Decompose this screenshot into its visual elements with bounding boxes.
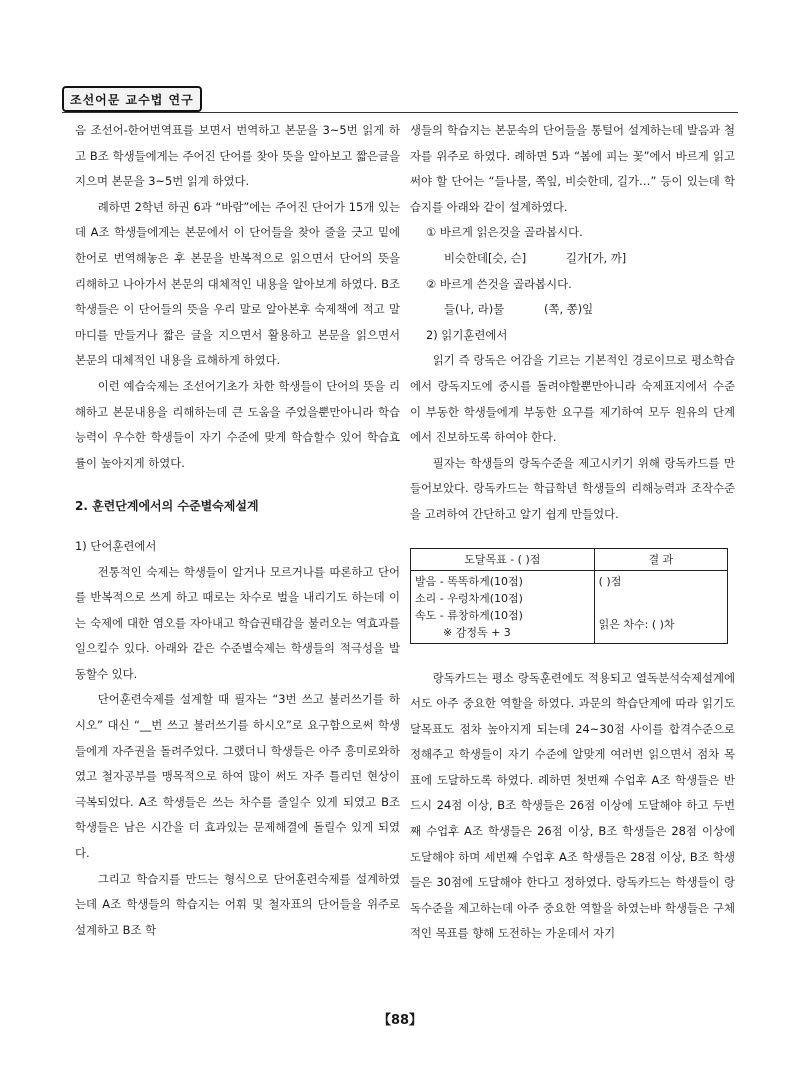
section-heading: 2. 훈련단계에서의 수준별숙제설계	[75, 499, 259, 514]
page-number: 【88】	[377, 1013, 423, 1028]
criteria-item: 소리 - 우렁차게(10점)	[415, 591, 523, 605]
header-rule	[62, 112, 738, 113]
criteria-item: 속도 - 류창하게(10점)	[415, 608, 523, 622]
paragraph: 랑독카드는 평소 랑독훈련에도 적용되고 열독분석숙제설계에서도 아주 중요한 역할을 하였다. 과문의 학습단계에 따라 읽기도달목표도 점차 높아지게 되는데 24~30점 사이를 합격수준으로 정해주고 학생들이 자기 수준에 알맞게 여러번 읽으면서 점차 목표에 도달하도록 하였다. 례하면 첫번째 수업후 A조 학생들은 반드시 24점 이상, B조 학생들은 26점 이상에 도달해야 하고 두번째 수업후 A조 학생들은 26점 이상, B조 학생들은 28점 이상에 도달해야 하며 세번째 수업후 A조 학생들은 28점 이상, B조 학생들은 30점에 도달해야 한다고 정하였다. 랑독카드는 학생들이 랑독수준을 제고하는데 아주 중요한 역할을 하였는바 학생들은 구체적인 목표를 향해 도전하는 가운데서 자기	[410, 670, 735, 941]
table-cell-result	[594, 570, 727, 643]
paragraph: 읽기 즉 랑독은 어감을 기르는 기본적인 경로이므로 평소학습에서 랑독지도에 중시를 돌려야할뿐만아니라 숙제표지에서 수준이 부동한 학생들에게 부동한 요구를 제기하여 모두 원유의 단계에서 진보하도록 하여야 한다.	[410, 353, 735, 445]
example-word: 길가[가, 까]	[566, 250, 627, 265]
paragraph: 음 조선어-한어번역표를 보면서 번역하고 본문을 3~5번 읽게 하고 B조 학생들에게는 주어진 단어를 찾아 뜻을 알아보고 짧은글을 지으며 본문을 3~5번 읽게 하였다.	[75, 123, 400, 189]
example-word: 들(나, 라)물	[444, 302, 505, 317]
paragraph: 전통적인 숙제는 학생들이 알거나 모르거나를 따론하고 단어를 반복적으로 쓰게 하고 때로는 차수로 벌을 내리기도 하는데 이는 숙제에 대한 염오를 자아내고 학습권태감을 불러오는 역효과를 일으킬수 있다. 아래와 같은 수준별숙제는 학생들의 적극성을 발동할수 있다.	[75, 564, 400, 681]
right-column	[410, 118, 735, 947]
table-header: 결 과	[594, 548, 727, 570]
table-header: 도달목표 - ( )점	[411, 548, 595, 570]
example-word: (쪽, 쫑)잎	[544, 302, 594, 317]
reading-card-table	[410, 548, 728, 644]
paragraph: 그리고 학습지를 만드는 형식으로 단어훈련숙제를 설계하였는데 A조 학생들의 학습지는 어휘 및 철자표의 단어들을 위주로 설계하고 B조 학	[75, 871, 400, 937]
paragraph: 단어훈련숙제를 설계할 때 필자는 “3번 쓰고 불러쓰기를 하시오” 대신 “__번 쓰고 불러쓰기를 하시오”로 요구함으로써 학생들에게 자주권을 돌려주었다. 그랬더니 학생들은 아주 흥미로와하였고 철자공부를 맹목적으로 하여 많이 써도 자주 틀리던 현상이 극복되었다. A조 학생들은 쓰는 차수를 줄일수 있게 되였고 B조 학생들은 남은 시간을 더 효과있는 문제해결에 돌릴수 있게 되였다.	[75, 692, 400, 861]
result-score: ( )점	[598, 574, 622, 588]
result-count: 읽은 차수: ( )차	[598, 617, 675, 631]
paragraph: 이런 예습숙제는 조선어기초가 차한 학생들이 단어의 뜻을 리해하고 본문내용을 리해하는데 큰 도움을 주었을뿐만아니라 학습능력이 우수한 학생들이 자기 수준에 맞게 학습할수 있어 학습효률이 높아지게 하였다.	[75, 378, 400, 470]
subheading: 1) 단어훈련에서	[75, 538, 157, 553]
exercise-example	[410, 297, 735, 323]
paragraph: 례하면 2학년 하권 6과 “바람”에는 주어진 단어가 15개 있는데 A조 학생들에게는 본문에서 이 단어들을 찾아 줄을 긋고 밑에 한어로 번역해놓은 후 본문을 반복적으로 읽으면서 단어의 뜻을 리해하고 나아가서 본문의 대체적인 내용을 알아보게 하였다. B조 학생들은 이 단어들의 뜻을 우리 말로 알아본후 숙제책에 적고 말마디를 만들거나 짧은 글을 지으면서 활용하고 본문을 읽으면서 본문의 대체적인 내용을 료해하게 하였다.	[75, 199, 400, 368]
paragraph: 필자는 학생들의 랑독수준을 제고시키기 위해 랑독카드를 만들어보았다. 랑독카드는 학급학년 학생들의 리해능력과 조작수준을 고려하여 간단하고 알기 쉽게 만들었다.	[410, 455, 735, 521]
example-word: 비슷한데[슷, 슨]	[444, 250, 527, 265]
exercise-item: ② 바르게 쓴것을 골라봅시다.	[426, 276, 572, 291]
subheading: 2) 읽기훈련에서	[426, 327, 508, 342]
table-cell-criteria	[411, 570, 595, 643]
header-logo-text: 조선어문 교수법 연구	[70, 92, 194, 107]
paragraph: 생들의 학습지는 본문속의 단어들을 통털어 설계하는데 발음과 철자를 위주로 하였다. 례하면 5과 “봄에 피는 꽃”에서 바르게 읽고 써야 할 단어는 “들나물, 쪽잎, 비슷한데, 길가…” 등이 있는데 학습지를 아래와 같이 설계하였다.	[410, 123, 735, 214]
header-logo	[62, 86, 202, 112]
criteria-bonus: ※ 감정독 + 3	[443, 625, 511, 639]
exercise-example	[410, 246, 735, 272]
left-column	[75, 118, 400, 943]
exercise-item: ① 바르게 읽은것을 골라봅시다.	[426, 225, 583, 240]
criteria-item: 발음 - 똑똑하게(10점)	[415, 574, 523, 588]
